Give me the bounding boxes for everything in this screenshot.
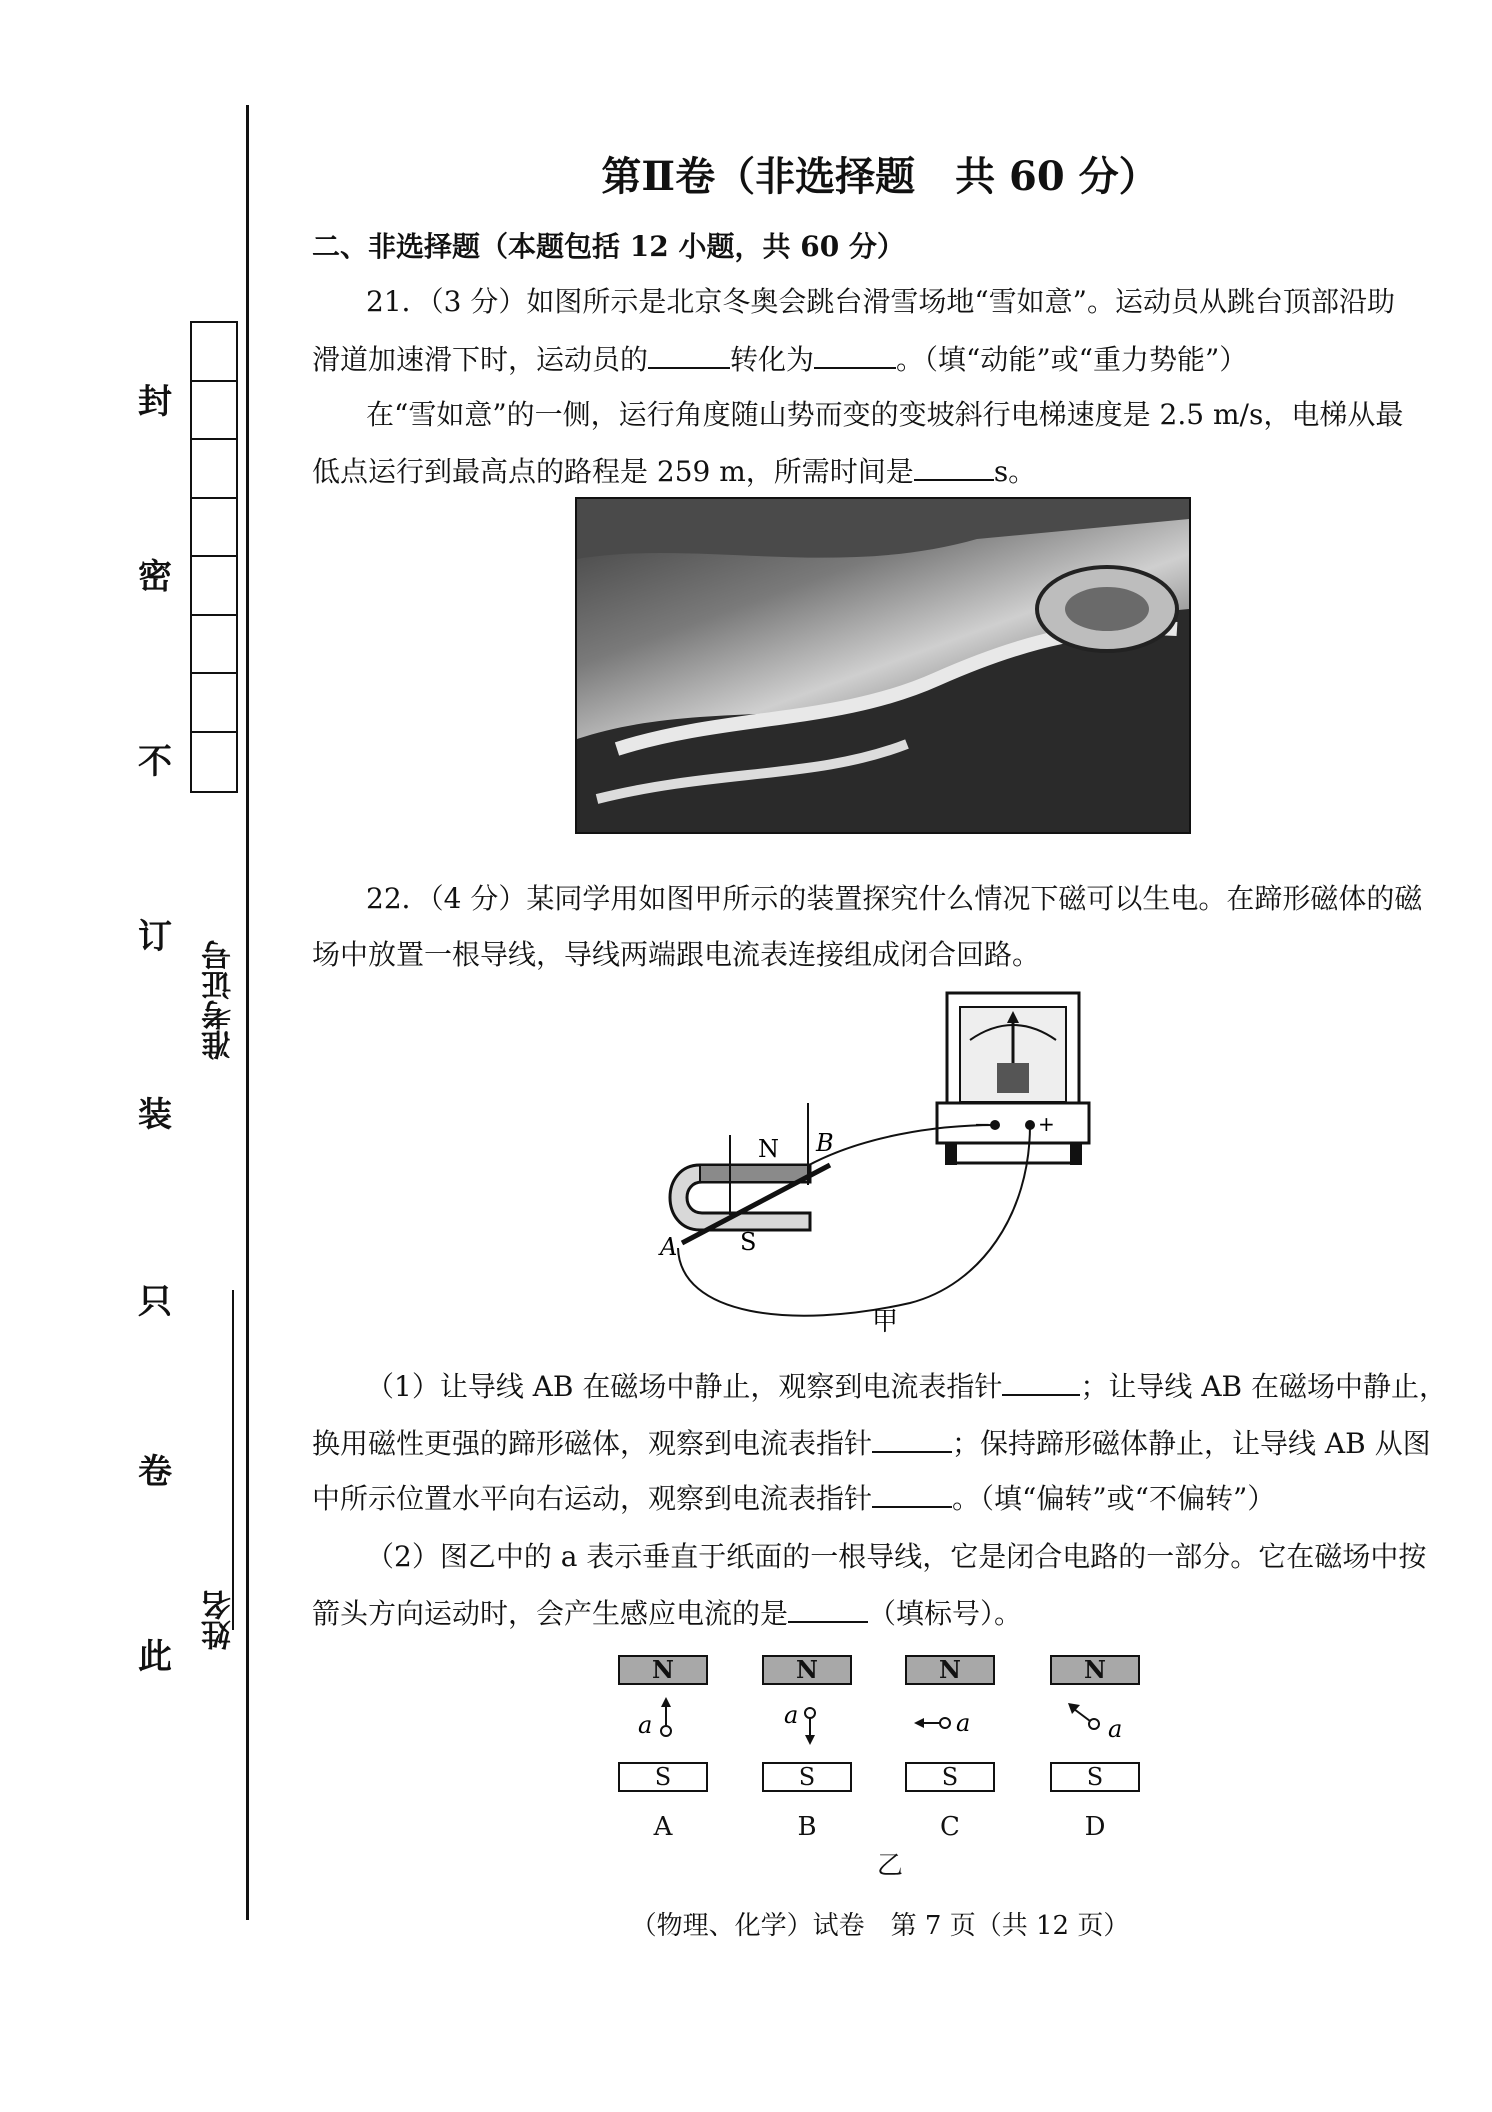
svg-text:a: a	[638, 1711, 653, 1739]
q22-p4: （2）图乙中的 a 表示垂直于纸面的一根导线，它是闭合电路的一部分。它在磁场中按	[366, 1540, 1427, 1573]
induction-apparatus-figure	[640, 985, 1110, 1355]
magnet-south-b: S	[762, 1762, 852, 1792]
q21-line4: 低点运行到最高点的路程是 259 m，所需时间是 s。	[312, 455, 1037, 488]
label-b: B	[816, 1129, 834, 1157]
magnet-south-d: S	[1050, 1762, 1140, 1792]
seal-char-7: 卷	[138, 1452, 172, 1492]
q22-blank-1[interactable]	[1002, 1370, 1080, 1396]
magnet-north-a: N	[618, 1655, 708, 1685]
section-heading: 二、非选择题（本题包括 12 小题，共 60 分）	[312, 230, 905, 263]
option-label-a: A	[653, 1812, 673, 1842]
option-label-b: B	[797, 1812, 817, 1842]
page-footer: （物理、化学）试卷 第 7 页（共 12 页）	[630, 1911, 1130, 1941]
option-label-c: C	[940, 1812, 960, 1842]
name-underline[interactable]	[232, 1290, 234, 1630]
ammeter-plus-label: +	[1038, 1112, 1055, 1136]
q21-line1: 21．（3 分）如图所示是北京冬奥会跳台滑雪场地“雪如意”。运动员从跳台顶部沿助	[366, 285, 1395, 318]
exam-number-label: 准考证号	[202, 940, 238, 1060]
wire-left-arrow-icon	[910, 1693, 990, 1753]
ski-jump-photo	[575, 497, 1191, 834]
magnet-south-a: S	[618, 1762, 708, 1792]
q22-p5: 箭头方向运动时，会产生感应电流的是 （填标号）。	[312, 1597, 1023, 1630]
magnet-south-c: S	[905, 1762, 995, 1792]
magnet-north-c: N	[905, 1655, 995, 1685]
q21-blank-3[interactable]	[914, 455, 994, 481]
figure-caption-jia: 甲	[872, 1307, 899, 1337]
name-label: 姓名	[202, 1590, 238, 1650]
label-s: S	[740, 1228, 757, 1256]
q22-p1: （1）让导线 AB 在磁场中静止，观察到电流表指针 ；让导线 AB 在磁场中静止，	[366, 1370, 1448, 1403]
seal-char-3: 不	[138, 742, 172, 782]
wire-down-arrow-icon	[780, 1693, 840, 1753]
q22-blank-2[interactable]	[872, 1427, 952, 1453]
magnet-north-b: N	[762, 1655, 852, 1685]
seal-char-4: 订	[138, 917, 172, 957]
q22-line2: 场中放置一根导线，导线两端跟电流表连接组成闭合回路。	[312, 938, 1041, 971]
label-a: A	[660, 1233, 678, 1261]
seal-char-2: 密	[138, 557, 172, 597]
q21-line3: 在“雪如意”的一侧，运行角度随山势而变的变坡斜行电梯速度是 2.5 m/s，电梯从最	[366, 398, 1404, 431]
option-label-d: D	[1084, 1812, 1106, 1842]
q22-p3: 中所示位置水平向右运动，观察到电流表指针 。（填“偏转”或“不偏转”）	[312, 1482, 1276, 1515]
seal-char-8: 此	[138, 1637, 172, 1677]
svg-text:a: a	[784, 1701, 799, 1729]
svg-text:a: a	[1108, 1715, 1123, 1743]
page-title: 第Ⅱ卷（非选择题 共 60 分）	[601, 153, 1159, 200]
magnet-north-d: N	[1050, 1655, 1140, 1685]
seal-char-1: 封	[138, 382, 172, 422]
q21-blank-2[interactable]	[814, 343, 896, 369]
q21-line2: 滑道加速滑下时，运动员的 转化为 。（填“动能”或“重力势能”）	[312, 343, 1248, 376]
wire-diagonal-arrow-icon	[1060, 1693, 1140, 1753]
q22-line1: 22．（4 分）某同学用如图甲所示的装置探究什么情况下磁可以生电。在蹄形磁体的磁	[366, 882, 1423, 915]
svg-text:a: a	[956, 1709, 971, 1737]
q22-blank-3[interactable]	[872, 1482, 952, 1508]
binding-line	[246, 105, 249, 1920]
ammeter-minus-label: −	[974, 1112, 991, 1136]
q22-p2: 换用磁性更强的蹄形磁体，观察到电流表指针 ；保持蹄形磁体静止，让导线 AB 从图	[312, 1427, 1431, 1460]
exam-number-boxes[interactable]	[190, 321, 238, 793]
q22-blank-4[interactable]	[788, 1597, 868, 1623]
wire-up-arrow-icon	[636, 1693, 696, 1753]
seal-char-5: 装	[138, 1095, 172, 1135]
figure-caption-yi: 乙	[876, 1851, 903, 1881]
label-n: N	[758, 1135, 779, 1163]
seal-char-6: 只	[138, 1282, 172, 1322]
q21-blank-1[interactable]	[648, 343, 730, 369]
ammeter-icon	[937, 993, 1089, 1165]
